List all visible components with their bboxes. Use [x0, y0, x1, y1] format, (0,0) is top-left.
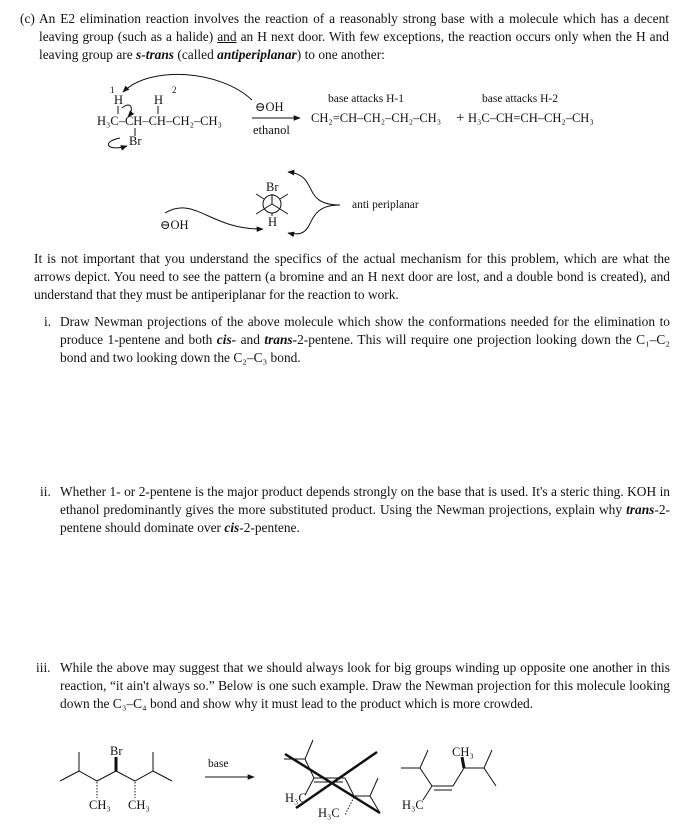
favored-product — [401, 750, 496, 800]
reagent-base: base — [208, 758, 229, 770]
q-text: Draw Newman projections of the above molecule which show the conformations needed for the elimination to produce 1-pentene and both — [60, 314, 670, 347]
h2-label: H — [154, 93, 164, 107]
newman-projection — [256, 180, 288, 229]
product-1-pentene: CH₂=CH–CH₂–CH₂–CH₃ — [311, 111, 442, 125]
question-iii: While the above may suggest that we should always look for big groups winding up opposite one another in this reaction, “it ain't always so.” Below is one such example. Draw the Newman projection for this molecule looking down the C₃–C₄ bond and show why it must lead to the product which is more crowded. — [60, 660, 670, 711]
product-2-pentene: H₃C–CH=CH–CH₂–CH₃ — [468, 111, 594, 125]
question-ii-label: ii. — [40, 484, 51, 499]
reactant-formula: H₃C–CH–CH–CH₂–CH₃ — [97, 114, 222, 128]
term-cis: cis — [224, 520, 240, 535]
explanation-paragraph: It is not important that you understand the specifics of the actual mechanism for this problem, which are what the arrows depict. You need to see the pattern (a bromine and an H next door are lost, and a double bond is created), and understand that they must be antiperiplanar for the reaction to work. — [34, 251, 670, 302]
q-text: -2-pentene should dominate over — [60, 502, 670, 535]
caption-h1: base attacks H-1 — [328, 93, 404, 105]
term-strans: s-trans — [136, 47, 175, 62]
term-trans: trans — [626, 502, 655, 517]
intro-text: An E2 elimination reaction involves the reaction of a reasonably strong base with a molecule which has a decent leaving group (such as a halide) — [39, 11, 669, 44]
newman-base-label: ⊖OH — [160, 218, 189, 232]
caption-h2: base attacks H-2 — [482, 93, 558, 105]
example-reactant — [60, 752, 172, 798]
crossed-h3c-2: H₃C — [318, 806, 340, 820]
q-text: and — [236, 332, 265, 347]
h1-label: H — [114, 93, 124, 107]
term-cis: cis- — [216, 332, 237, 347]
intro-text: ) to one another: — [296, 47, 385, 62]
anti-arrow-top — [288, 172, 340, 205]
term-trans: trans- — [264, 332, 298, 347]
product-h3c: H₃C — [402, 798, 424, 812]
newman-br: Br — [266, 180, 279, 194]
crossed-h3c-1: H₃C — [285, 791, 307, 805]
leaving-group-arrow — [108, 138, 127, 148]
q-text: Whether 1- or 2-pentene is the major product depends strongly on the base that is used. It's a steric thing. KOH in ethanol predominantly gives the more substituted product. Using the Newman projections, explain why — [60, 484, 670, 517]
q-text: -2-pentene. — [239, 520, 300, 535]
base-label: ⊖OH — [255, 100, 284, 114]
example-ch3-a: CH₃ — [89, 798, 111, 812]
question-ii — [60, 483, 670, 537]
question-i — [60, 313, 670, 367]
anti-periplanar-label: anti periplanar — [352, 199, 419, 211]
intro-text: (called — [174, 47, 218, 62]
base-attack-arrow — [123, 74, 252, 100]
newman-h: H — [268, 215, 278, 229]
h1-number: 1 — [110, 85, 115, 95]
h2-number: 2 — [172, 85, 177, 95]
term-antiperiplanar: antiperiplanar — [217, 47, 297, 62]
br-label: Br — [129, 134, 142, 148]
anti-arrow-bottom — [288, 205, 340, 234]
question-i-label: i. — [44, 314, 52, 329]
part-label: (c) — [20, 11, 35, 26]
product-ch3: CH₃ — [452, 745, 474, 759]
question-iii-label: iii. — [36, 660, 51, 675]
intro-and: and — [217, 29, 237, 44]
intro-text: an H next door. With few exceptions, the reaction occurs only when the H and leaving group are — [39, 29, 669, 62]
solvent-label: ethanol — [253, 123, 290, 137]
q-text: 2-pentene. This will require one projection looking down the C₁–C₂ bond and two looking down the C₂–C₃ bond. — [60, 332, 670, 365]
reactant-structure — [97, 74, 252, 148]
example-ch3-b: CH₃ — [128, 798, 150, 812]
example-br: Br — [110, 744, 123, 758]
plus-sign: + — [456, 110, 465, 126]
